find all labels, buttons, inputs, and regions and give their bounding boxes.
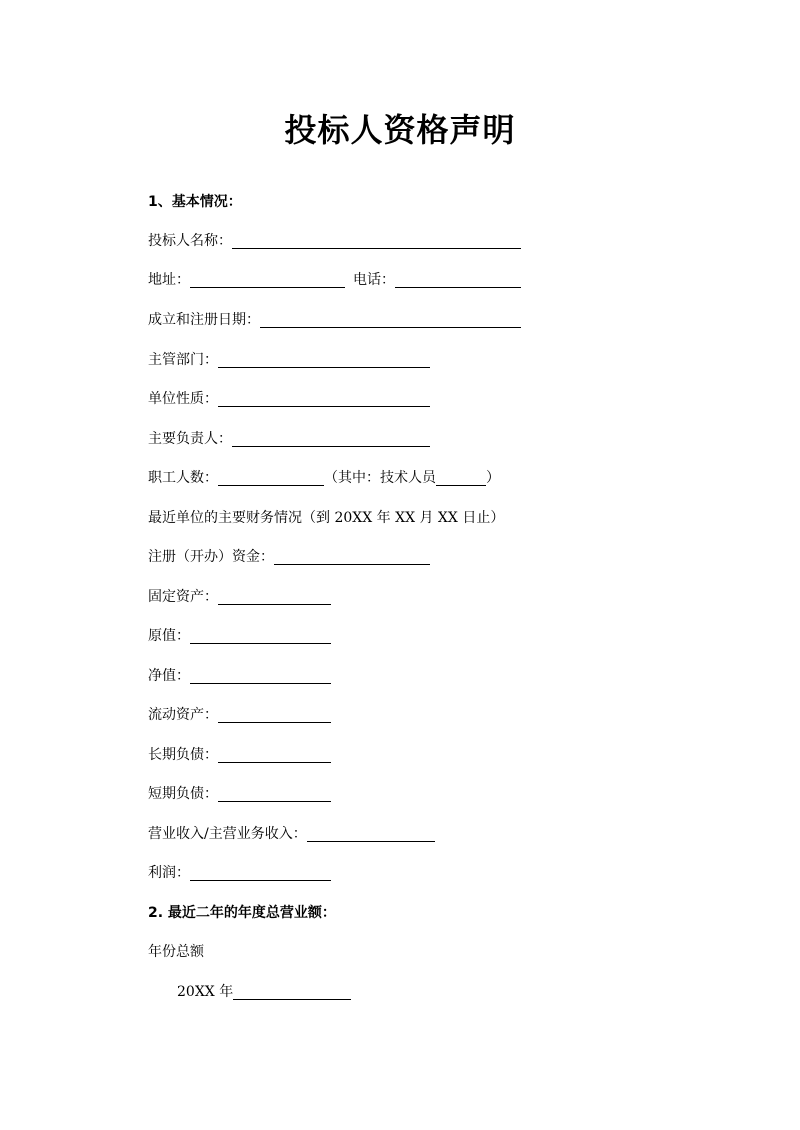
address-field[interactable] bbox=[190, 273, 345, 288]
employees-row bbox=[148, 468, 500, 488]
unit-nature-field[interactable] bbox=[218, 392, 430, 407]
long-term-debt-label: 长期负债： bbox=[148, 747, 218, 763]
profit-label: 利润： bbox=[148, 865, 190, 881]
document-title: 投标人资格声明 bbox=[284, 111, 516, 149]
authority-row bbox=[148, 350, 430, 370]
current-assets-label: 流动资产： bbox=[148, 707, 218, 723]
original-value-label: 原值： bbox=[148, 628, 190, 644]
finance-intro: 最近单位的主要财务情况（到 20XX 年 XX 月 XX 日止） bbox=[148, 510, 505, 526]
short-term-debt-field[interactable] bbox=[218, 787, 331, 802]
employees-field[interactable] bbox=[218, 471, 324, 486]
short-term-debt-row bbox=[148, 784, 331, 804]
employees-tech-suffix: ） bbox=[486, 470, 500, 486]
short-term-debt-label: 短期负债： bbox=[148, 786, 218, 802]
original-value-field[interactable] bbox=[190, 629, 331, 644]
annual-table-header: 年份总额 bbox=[148, 944, 204, 960]
section2-heading: 2. 最近二年的年度总营业额： bbox=[148, 905, 336, 921]
fixed-assets-field[interactable] bbox=[218, 590, 331, 605]
established-date-row bbox=[148, 310, 521, 330]
original-value-row bbox=[148, 626, 331, 646]
employees-tech-prefix: （其中：技术人员 bbox=[324, 470, 436, 486]
established-date-label: 成立和注册日期： bbox=[148, 312, 260, 328]
phone-label: 电话： bbox=[353, 272, 395, 288]
net-value-field[interactable] bbox=[190, 669, 331, 684]
section1-heading: 1、基本情况： bbox=[148, 194, 242, 210]
address-label: 地址： bbox=[148, 272, 190, 288]
authority-label: 主管部门： bbox=[148, 352, 218, 368]
tech-staff-field[interactable] bbox=[436, 471, 486, 486]
net-value-label: 净值： bbox=[148, 668, 190, 684]
address-phone-row bbox=[148, 270, 521, 290]
fixed-assets-row bbox=[148, 587, 331, 607]
revenue-field[interactable] bbox=[307, 827, 435, 842]
long-term-debt-field[interactable] bbox=[218, 748, 331, 763]
registered-capital-row bbox=[148, 547, 430, 567]
bidder-name-field[interactable] bbox=[232, 234, 521, 249]
current-assets-field[interactable] bbox=[218, 708, 331, 723]
revenue-row bbox=[148, 824, 435, 844]
profit-row bbox=[148, 863, 331, 883]
bidder-name-label: 投标人名称： bbox=[148, 233, 232, 249]
authority-field[interactable] bbox=[218, 353, 430, 368]
bidder-name-row bbox=[148, 231, 521, 251]
revenue-label: 营业收入/主营业务收入： bbox=[148, 826, 307, 842]
unit-nature-row bbox=[148, 389, 430, 409]
principal-field[interactable] bbox=[232, 432, 430, 447]
phone-field[interactable] bbox=[395, 273, 521, 288]
principal-label: 主要负责人： bbox=[148, 431, 232, 447]
long-term-debt-row bbox=[148, 745, 331, 765]
established-date-field[interactable] bbox=[260, 313, 521, 328]
unit-nature-label: 单位性质： bbox=[148, 391, 218, 407]
current-assets-row bbox=[148, 705, 331, 725]
fixed-assets-label: 固定资产： bbox=[148, 589, 218, 605]
year-amount-field[interactable] bbox=[233, 985, 351, 1000]
year-row bbox=[177, 982, 351, 1002]
principal-row bbox=[148, 429, 430, 449]
year-label: 20XX 年 bbox=[177, 984, 234, 1000]
registered-capital-field[interactable] bbox=[274, 550, 430, 565]
net-value-row bbox=[148, 666, 331, 686]
profit-field[interactable] bbox=[190, 866, 331, 881]
employees-label: 职工人数： bbox=[148, 470, 218, 486]
registered-capital-label: 注册（开办）资金： bbox=[148, 549, 274, 565]
